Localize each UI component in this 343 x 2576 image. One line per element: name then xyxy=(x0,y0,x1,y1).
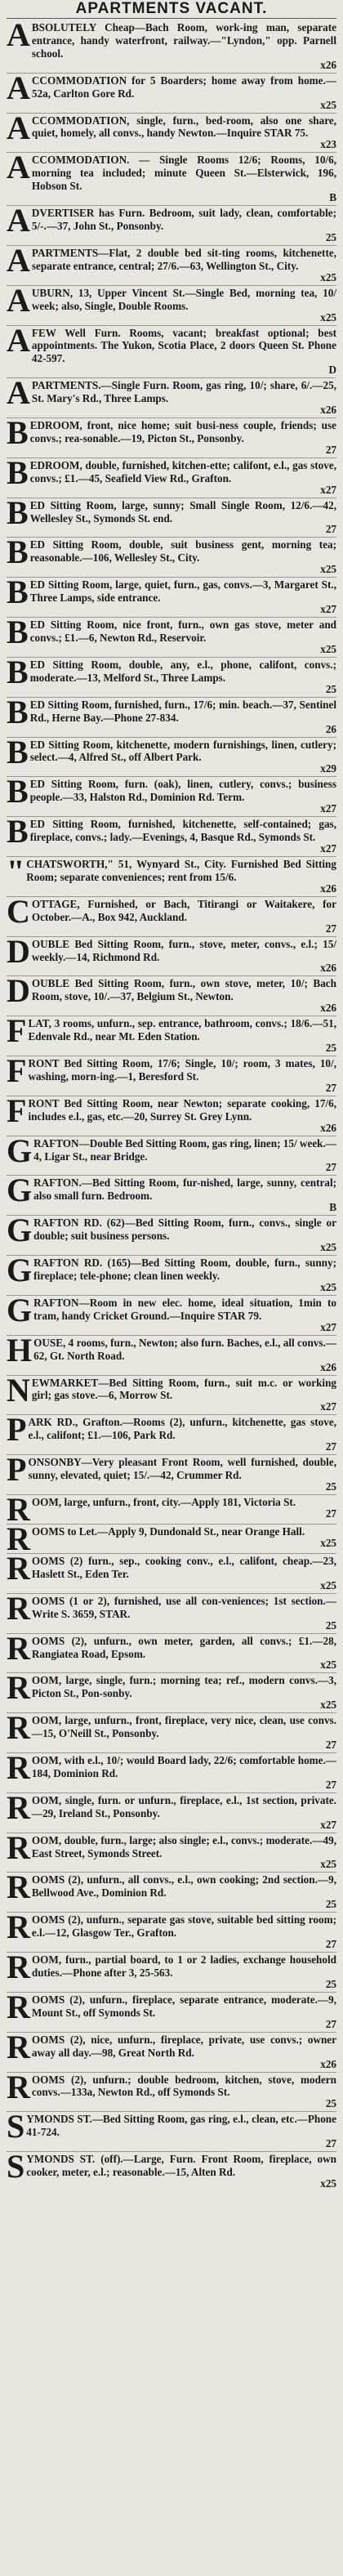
drop-capital: R xyxy=(7,1629,30,1667)
ad-text: OOM, large, single, furn.; morning tea; ref., modern convs.—3, Picton St., Pon-sonby. xyxy=(31,1674,336,1700)
drop-capital: R xyxy=(7,1868,30,1906)
classified-ad xyxy=(7,1828,336,1873)
drop-capital: B xyxy=(7,493,29,531)
ad-reference-code: x25 xyxy=(320,563,336,576)
classified-ad xyxy=(7,109,336,154)
ad-reference-code: 27 xyxy=(325,1161,336,1174)
ad-text: OOMS (2), unfurn., fireplace, separate entrance, moderate.—9, Mount St., off Symonds St. xyxy=(31,1993,336,2019)
ad-text: OOMS (2) furn., sep., cooking conv., e.l., califont, cheap.—23, Haslett St., Eden Ter. xyxy=(31,1554,336,1580)
ad-text: OOMS (2), unfurn., all convs., e.l., own cooking; 2nd section.—9, Bellwood Ave., Dominion Rd. xyxy=(31,1873,336,1900)
classified-ad xyxy=(7,653,336,698)
drop-capital: S xyxy=(7,2148,25,2185)
drop-capital: B xyxy=(7,773,29,810)
ad-text: RONT Bed Sitting Room, near Newton; separate cooking, 17/6, includes e.l., gas, etc.—20, Surrey St. Grey Lynn. xyxy=(28,1096,336,1123)
classified-ad xyxy=(7,1709,336,1753)
ad-text: OOMS (2), nice, unfurn., fireplace, private, use convs.; owner away all day.—98, Great North Rd. xyxy=(31,2033,336,2059)
ad-text: ONSONBY—Very pleasant Front Room, well furnished, double, sunny, elevated, quiet; 15/.—42, Crummer Rd. xyxy=(28,1456,336,1482)
classified-ad xyxy=(7,2148,336,2191)
classified-ad xyxy=(7,1052,336,1096)
ad-text: ED Sitting Room, furnished, furn., 17/6; min. beach.—37, Sentinel Rd., Herne Bay.—Phone 27-834. xyxy=(29,698,336,724)
drop-capital: D xyxy=(7,932,30,970)
ad-text: CHATSWORTH," 51, Wynyard St., City. Furnished Bed Sitting Room; separate conveniences; rent from 15/6. xyxy=(26,857,336,883)
drop-capital: R xyxy=(7,1549,30,1587)
classified-ad-list xyxy=(7,16,336,2191)
ad-text: YMONDS ST.—Bed Sitting Room, gas ring, e.l., clean, etc.—Phone 41-724. xyxy=(26,2113,336,2139)
ad-text: PARTMENTS.—Single Furn. Room, gas ring, 10/; share, 6/.—25, St. Mary's Rd., Three Lamps. xyxy=(31,379,336,405)
ad-text: ED Sitting Room, furn. (oak), linen, cutlery, convs.; business people.—33, Halston Rd., Dominion Rd. Term. xyxy=(29,778,336,804)
drop-capital: B xyxy=(7,813,29,850)
ad-reference-code: x27 xyxy=(320,1320,336,1333)
classified-ad xyxy=(7,1411,336,1455)
ad-reference-code: 27 xyxy=(325,2017,336,2030)
ad-reference-code: 27 xyxy=(325,922,336,935)
ad-reference-code: x26 xyxy=(320,58,336,71)
drop-capital: B xyxy=(7,693,29,730)
ad-reference-code: x25 xyxy=(320,310,336,324)
ad-reference-code: 25 xyxy=(325,2097,336,2110)
drop-capital: H xyxy=(7,1331,33,1368)
ad-text: OOM, large, unfurn., front, city.—Apply 181, Victoria St. xyxy=(31,1495,296,1508)
classified-ad xyxy=(7,149,336,206)
ad-reference-code: B xyxy=(329,191,336,204)
ad-text: ED Sitting Room, double, any, e.l., phone, califont, convs.; moderate.—13, Melford St., Three Lamps. xyxy=(29,658,336,684)
ad-reference-code: 27 xyxy=(325,1440,336,1453)
drop-capital: F xyxy=(7,1012,27,1050)
ad-text: DVERTISER has Furn. Bedroom, suit lady, clean, comfortable; 5/-.—37, John St., Ponsonby. xyxy=(31,207,336,232)
classified-ad xyxy=(7,2028,336,2073)
ad-reference-code: x25 xyxy=(320,1280,336,1293)
classified-ad xyxy=(7,1669,336,1713)
ad-text: OOM, large, unfurn., front, fireplace, very nice, clean, use convs.—15, O'Neill St., Ponsonby. xyxy=(31,1714,336,1740)
ad-reference-code: x27 xyxy=(320,1818,336,1831)
ad-reference-code: 25 xyxy=(325,230,336,243)
ad-reference-code: x25 xyxy=(320,98,336,111)
classified-ad xyxy=(7,932,336,977)
drop-capital: A xyxy=(7,202,30,239)
ad-reference-code: x26 xyxy=(320,1360,336,1373)
ad-text: EDROOM, front, nice home; suit busi-ness couple, friends; use convs.; rea-sonable.—19, Picton St., Ponsonby. xyxy=(29,419,336,444)
classified-ad xyxy=(7,1172,336,1216)
classified-ad xyxy=(7,1549,336,1594)
drop-capital: B xyxy=(7,453,29,491)
drop-capital: B xyxy=(7,534,29,571)
classified-ad xyxy=(7,1132,336,1176)
drop-capital: P xyxy=(7,1411,27,1449)
drop-capital: R xyxy=(7,1828,30,1866)
ad-text: OOMS (1 or 2), furnished, use all con-veniences; 1st section.—Write S. 3659, STAR. xyxy=(31,1594,336,1620)
ad-reference-code: 27 xyxy=(325,523,336,536)
classified-ad xyxy=(7,1490,336,1528)
ad-reference-code: x26 xyxy=(320,962,336,975)
ad-reference-code: x25 xyxy=(320,2176,336,2190)
drop-capital: R xyxy=(7,1520,30,1557)
ad-text: CCOMMODATION for 5 Boarders; home away from home.—52a, Carlton Gore Rd. xyxy=(31,74,336,100)
ad-text: OUBLE Bed Sitting Room, furn., stove, meter, convs., e.l.; 15/ weekly.—14, Richmond Rd. xyxy=(31,937,336,963)
ad-reference-code: x27 xyxy=(320,802,336,815)
ad-text: OOM, double, furn., large; also single; e.l., convs.; moderate.—49, East Street, Symonds Street. xyxy=(31,1833,336,1859)
drop-capital: B xyxy=(7,614,29,651)
ad-reference-code: 27 xyxy=(325,1739,336,1752)
ad-text: OUSE, 4 rooms, furn., Newton; also furn. Baches, e.l., all convs.—62, Gt. North Road. xyxy=(33,1336,336,1362)
ad-text: OOMS to Let.—Apply 9, Dundonald St., near Orange Hall. xyxy=(31,1525,305,1538)
ad-text: ARK RD., Grafton.—Rooms (2), unfurn., kitchenette, gas stove, e.l., califont; £1.—106, Park Rd. xyxy=(28,1416,336,1442)
ad-text: OOM, with e.l., 10/; would Board lady, 22/6; comfortable home.—184, Dominion Rd. xyxy=(31,1754,336,1779)
ad-reference-code: x29 xyxy=(320,762,336,775)
ad-text: OOMS (2), unfurn., separate gas stove, suitable bed sitting room; e.l.—12, Glasgow Ter., Grafton. xyxy=(31,1913,336,1940)
drop-capital: S xyxy=(7,2108,25,2145)
ad-text: RAFTON.—Bed Sitting Room, fur-nished, large, sunny, central; also small furn. Bedroom. xyxy=(33,1176,336,1203)
ad-text: RAFTON—Double Bed Sitting Room, gas ring, linen; 15/ week.—4, Ligar St., near Bridge. xyxy=(33,1136,336,1163)
drop-capital: A xyxy=(7,69,30,106)
drop-capital: G xyxy=(7,1291,33,1328)
ad-reference-code: x25 xyxy=(320,1659,336,1672)
classified-ad xyxy=(7,453,336,498)
drop-capital: D xyxy=(7,972,30,1010)
classified-ad xyxy=(7,1788,336,1833)
ad-reference-code: 27 xyxy=(325,1081,336,1094)
ad-reference-code: 27 xyxy=(325,1938,336,1951)
ad-reference-code: x27 xyxy=(320,603,336,616)
ad-text: OTTAGE, Furnished, or Bach, Titirangi or Waitakere, for October.—A., Box 942, Auckland. xyxy=(31,897,336,923)
drop-capital: A xyxy=(7,321,30,359)
drop-capital: F xyxy=(7,1052,27,1090)
drop-capital: G xyxy=(7,1172,33,1209)
classified-ad xyxy=(7,281,336,326)
classified-ad xyxy=(7,733,336,778)
ad-reference-code: x26 xyxy=(320,1002,336,1015)
ad-text: CCOMMODATION, single, furn., bed-room, also one share, quiet, homely, all convs., handy Newton.—Inquire STAR 75. xyxy=(31,114,336,140)
drop-capital: B xyxy=(7,414,29,452)
drop-capital: " xyxy=(7,852,25,890)
classified-ad xyxy=(7,614,336,658)
drop-capital: R xyxy=(7,1589,30,1627)
drop-capital: R xyxy=(7,1490,30,1528)
drop-capital: B xyxy=(7,653,29,690)
classified-ad xyxy=(7,1331,336,1376)
ad-reference-code: 27 xyxy=(325,443,336,456)
classified-ad xyxy=(7,1252,336,1296)
ad-reference-code: 25 xyxy=(325,1618,336,1632)
ad-reference-code: x23 xyxy=(320,138,336,151)
ad-text: ED Sitting Room, kitchenette, modern furnishings, linen, cutlery; select.—4, Alfred St., off Albert Park. xyxy=(29,738,336,764)
ad-reference-code: 25 xyxy=(325,682,336,695)
ad-reference-code: x26 xyxy=(320,2057,336,2070)
classified-ad xyxy=(7,1589,336,1634)
drop-capital: R xyxy=(7,1788,30,1826)
drop-capital: R xyxy=(7,2068,30,2105)
drop-capital: G xyxy=(7,1132,33,1169)
ad-text: OOM, single, furn. or unfurn., fireplace, e.l., 1st section, private.—29, Ireland St., Ponsonby. xyxy=(31,1793,336,1819)
drop-capital: A xyxy=(7,109,30,146)
ad-reference-code: 26 xyxy=(325,722,336,735)
drop-capital: A xyxy=(7,374,30,412)
drop-capital: R xyxy=(7,1749,30,1787)
drop-capital: P xyxy=(7,1451,27,1489)
ad-text: ED Sitting Room, large, sunny; Small Single Room, 12/6.—42, Wellesley St., Symonds St. end. xyxy=(29,498,336,525)
classified-ad xyxy=(7,69,336,114)
classified-ad xyxy=(7,2068,336,2113)
ad-reference-code: x25 xyxy=(320,642,336,655)
ad-reference-code: x27 xyxy=(320,483,336,496)
ad-text: EWMARKET—Bed Sitting Room, furn., suit m.c. or working girl; gas stove.—6, Morrow St. xyxy=(31,1376,336,1402)
ad-text: OOM, furn., partial board, to 1 or 2 ladies, exchange household duties.—Phone after 3, 25-563. xyxy=(31,1953,336,1979)
classified-ad xyxy=(7,16,336,74)
ad-reference-code: 25 xyxy=(325,1480,336,1493)
section-heading: APARTMENTS VACANT. xyxy=(7,0,336,19)
ad-text: ED Sitting Room, furnished, kitchenette, self-contained; gas, fireplace, convs.; lady.—Evenings, 4, Basque Rd., Symonds St. xyxy=(29,818,336,844)
classified-ad xyxy=(7,493,336,538)
classified-ad xyxy=(7,773,336,817)
ad-text: EDROOM, double, furnished, kitchen-ette; califont, e.l., gas stove, convs.; £1.—45, Seafield View Rd., Grafton. xyxy=(29,458,336,484)
classified-ad xyxy=(7,1949,336,1993)
ad-reference-code: 27 xyxy=(325,1778,336,1791)
ad-text: ED Sitting Room, large, quiet, furn., gas, convs.—3, Margaret St., Three Lamps, side entrance. xyxy=(29,578,336,605)
ad-reference-code: x25 xyxy=(320,1578,336,1592)
classified-ad xyxy=(7,574,336,618)
classified-ad xyxy=(7,1988,336,2033)
ad-text: YMONDS ST. (off).—Large, Furn. Front Room, fireplace, own cooker, meter, e.l.; reasonable.—15, Alten Rd. xyxy=(26,2153,336,2179)
classified-ad xyxy=(7,321,336,379)
classified-ad xyxy=(7,414,336,458)
classified-ad xyxy=(7,1629,336,1674)
ad-text: CCOMMODATION. — Single Rooms 12/6; Rooms, 10/6, morning tea included; minute Queen St.—Elsterwick, 196, Hobson St. xyxy=(31,154,336,193)
ad-text: ED Sitting Room, double, suit business gent, morning tea; reasonable.—106, Wellesley St., City. xyxy=(29,538,336,565)
drop-capital: F xyxy=(7,1092,27,1129)
classified-ad xyxy=(7,1868,336,1913)
drop-capital: B xyxy=(7,733,29,770)
ad-text: OOMS (2), unfurn., own meter, garden, all convs.; £1.—28, Rangiatea Road, Epsom. xyxy=(31,1634,336,1660)
ad-reference-code: B xyxy=(329,1201,336,1214)
classified-ad xyxy=(7,693,336,738)
ad-reference-code: 25 xyxy=(325,1898,336,1911)
ad-reference-code: x25 xyxy=(320,270,336,283)
drop-capital: B xyxy=(7,574,29,611)
classified-ad xyxy=(7,1520,336,1557)
drop-capital: N xyxy=(7,1371,30,1409)
drop-capital: R xyxy=(7,2028,30,2065)
drop-capital: A xyxy=(7,149,30,186)
ad-text: BSOLUTELY Cheap—Bach Room, work-ing man, separate entrance, handy waterfront, railway.—"Lyndon," opp. Parnell school. xyxy=(31,21,336,60)
drop-capital: R xyxy=(7,1709,30,1747)
classified-ad xyxy=(7,1451,336,1495)
ad-text: RONT Bed Sitting Room, 17/6; Single, 10/; room, 3 mates, 10/, washing, morn-ing.—1, Beresford St. xyxy=(28,1057,336,1083)
ad-text: OUBLE Bed Sitting Room, furn., own stove, meter, 10/; Bach Room, stove, 10/.—37, Belgium St., Newton. xyxy=(31,977,336,1003)
classified-ad xyxy=(7,2108,336,2152)
ad-reference-code: x27 xyxy=(320,1400,336,1413)
ad-reference-code: x25 xyxy=(320,1241,336,1254)
classified-ad xyxy=(7,972,336,1016)
classified-ad xyxy=(7,534,336,578)
ad-reference-code: D xyxy=(328,364,336,377)
ad-text: PARTMENTS—Flat, 2 double bed sit-ting rooms, kitchenette, separate entrance, central; 27/6.—63, Wellington St., City. xyxy=(31,246,336,272)
drop-capital: R xyxy=(7,1669,30,1707)
ad-reference-code: x26 xyxy=(320,882,336,895)
ad-reference-code: 27 xyxy=(325,2137,336,2150)
classified-ad xyxy=(7,202,336,246)
ad-reference-code: x25 xyxy=(320,1699,336,1712)
ad-reference-code: x26 xyxy=(320,1121,336,1134)
drop-capital: G xyxy=(7,1212,33,1249)
drop-capital: R xyxy=(7,1909,30,1946)
ad-text: RAFTON RD. (62)—Bed Sitting Room, furn., convs., single or double; suit business persons. xyxy=(33,1217,336,1243)
ad-text: LAT, 3 rooms, unfurn., sep. entrance, bathroom, convs.; 18/6.—51, Edenvale Rd., near Mt. Eden Station. xyxy=(28,1017,336,1043)
classified-ad xyxy=(7,1212,336,1256)
ad-reference-code: x25 xyxy=(320,1858,336,1871)
drop-capital: A xyxy=(7,16,30,53)
ad-text: FEW Well Furn. Rooms, vacant; breakfast optional; best appointments. The Yukon, Scotia Place, 2 doors Queen St. Phone 42-597. xyxy=(31,326,336,365)
classified-ad xyxy=(7,1909,336,1953)
drop-capital: A xyxy=(7,281,30,319)
ad-reference-code: 27 xyxy=(325,1507,336,1520)
ad-text: UBURN, 13, Upper Vincent St.—Single Bed, morning tea, 10/ week; also, Single, Double Rooms. xyxy=(31,286,336,312)
drop-capital: G xyxy=(7,1252,33,1289)
ad-text: RAFTON—Room in new elec. home, ideal situation, 1min to tram, handy Cricket Ground.—Inquire STAR 79. xyxy=(33,1296,336,1322)
classified-ad xyxy=(7,892,336,937)
drop-capital: R xyxy=(7,1988,30,2025)
classified-ad xyxy=(7,241,336,286)
ad-text: ED Sitting Room, nice front, furn., own gas stove, meter and convs.; £1.—6, Newton Rd., Reservoir. xyxy=(29,618,336,644)
classified-ad xyxy=(7,852,336,897)
ad-reference-code: x26 xyxy=(320,404,336,417)
classified-ad xyxy=(7,374,336,418)
ad-text: RAFTON RD. (165)—Bed Sitting Room, double, furn., sunny; fireplace; tele-phone; clean linen weekly. xyxy=(33,1257,336,1282)
classified-ad xyxy=(7,1371,336,1416)
drop-capital: A xyxy=(7,241,30,279)
ad-reference-code: x27 xyxy=(320,842,336,855)
classified-ad xyxy=(7,1092,336,1136)
classified-ad xyxy=(7,1291,336,1336)
drop-capital: R xyxy=(7,1949,30,1986)
ad-reference-code: 25 xyxy=(325,1042,336,1055)
classified-ad xyxy=(7,1749,336,1793)
ad-text: OOMS (2), unfurn.; double bedroom, kitchen, stove, modern convs.—133a, Newton Rd., off Symonds St. xyxy=(31,2073,336,2099)
ad-reference-code: 25 xyxy=(325,1977,336,1990)
drop-capital: C xyxy=(7,892,30,930)
classified-ad xyxy=(7,1012,336,1056)
classified-ad xyxy=(7,813,336,857)
ad-reference-code: x25 xyxy=(320,1536,336,1549)
